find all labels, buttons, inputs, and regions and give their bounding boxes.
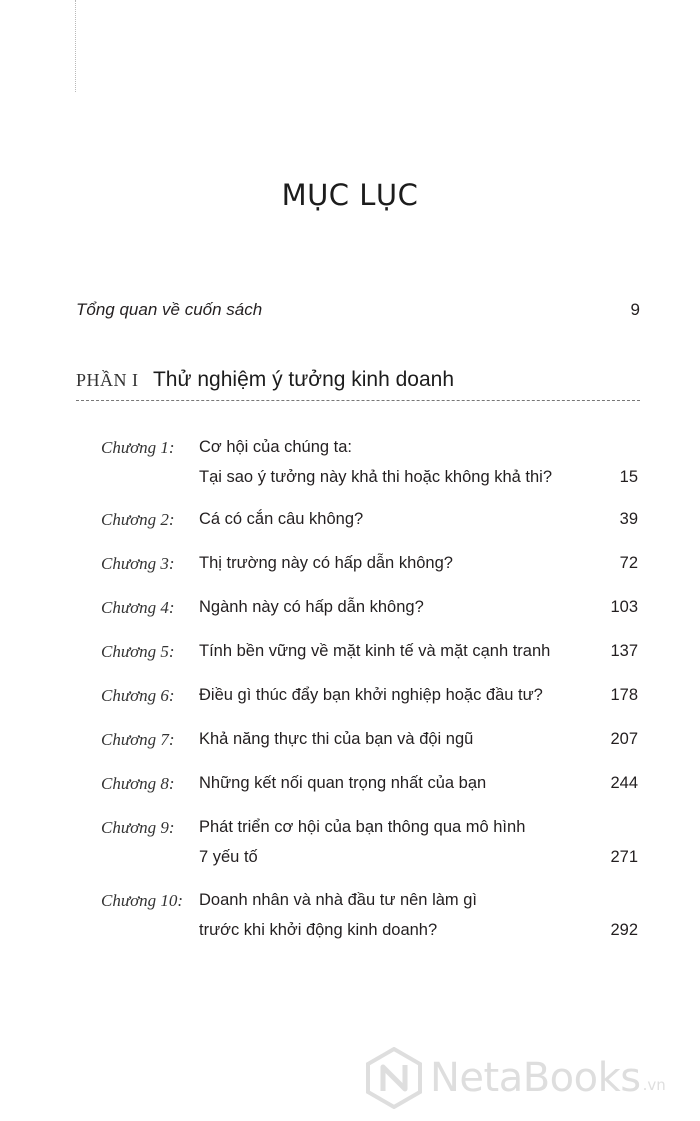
chapter-title-continued: Tại sao ý tưởng này khả thi hoặc không khả thi? bbox=[199, 468, 552, 486]
chapter-label: Chương 4: bbox=[101, 598, 175, 617]
chapter-entry[interactable] bbox=[0, 598, 700, 630]
chapter-page-number: 207 bbox=[610, 730, 638, 748]
chapter-title: Doanh nhân và nhà đầu tư nên làm gì bbox=[199, 891, 477, 909]
chapter-page-number: 271 bbox=[610, 848, 638, 866]
n-logo-icon bbox=[364, 1047, 424, 1109]
part-label: PHẦN I bbox=[76, 370, 139, 390]
watermark-brand: NetaBooks bbox=[430, 1055, 641, 1101]
chapter-title: Cơ hội của chúng ta: bbox=[199, 438, 352, 456]
chapter-page-number: 137 bbox=[610, 642, 638, 660]
chapter-page-number: 292 bbox=[610, 921, 638, 939]
chapter-entry[interactable] bbox=[0, 686, 700, 718]
chapter-title: Cá có cắn câu không? bbox=[199, 510, 364, 528]
chapter-entry[interactable] bbox=[0, 891, 700, 939]
watermark bbox=[364, 1047, 694, 1109]
chapter-entry[interactable] bbox=[0, 510, 700, 542]
chapter-title: Thị trường này có hấp dẫn không? bbox=[199, 554, 453, 572]
chapter-title-continued: trước khi khởi động kinh doanh? bbox=[199, 921, 438, 939]
chapter-title: Khả năng thực thi của bạn và đội ngũ bbox=[199, 730, 474, 748]
toc-title: MỤC LỤC bbox=[281, 178, 419, 212]
chapter-label: Chương 10: bbox=[101, 891, 184, 910]
part-title: Thử nghiệm ý tưởng kinh doanh bbox=[152, 368, 455, 391]
chapter-label: Chương 2: bbox=[101, 510, 175, 529]
chapter-title: Tính bền vững về mặt kinh tế và mặt cạnh tranh bbox=[199, 642, 551, 660]
chapter-entry[interactable] bbox=[0, 774, 700, 806]
chapter-title: Ngành này có hấp dẫn không? bbox=[199, 598, 424, 616]
chapter-title: Những kết nối quan trọng nhất của bạn bbox=[199, 774, 487, 792]
chapter-label: Chương 8: bbox=[101, 774, 175, 793]
chapter-page-number: 103 bbox=[610, 598, 638, 616]
chapter-label: Chương 5: bbox=[101, 642, 175, 661]
overview-page-number: 9 bbox=[630, 300, 640, 319]
chapter-page-number: 72 bbox=[619, 554, 638, 572]
chapter-label: Chương 3: bbox=[101, 554, 175, 573]
chapter-title-continued: 7 yếu tố bbox=[199, 848, 258, 866]
chapter-entry[interactable] bbox=[0, 642, 700, 674]
chapter-page-number: 39 bbox=[619, 510, 638, 528]
watermark-suffix: .vn bbox=[642, 1076, 666, 1094]
chapter-entry[interactable] bbox=[0, 554, 700, 586]
chapter-label: Chương 1: bbox=[101, 438, 175, 457]
chapter-title: Phát triển cơ hội của bạn thông qua mô hình bbox=[199, 818, 526, 836]
chapter-page-number: 178 bbox=[610, 686, 638, 704]
overview-label: Tổng quan về cuốn sách bbox=[76, 300, 263, 319]
chapter-label: Chương 6: bbox=[101, 686, 175, 705]
chapter-label: Chương 9: bbox=[101, 818, 175, 837]
chapter-page-number: 244 bbox=[610, 774, 638, 792]
chapter-entry[interactable] bbox=[0, 818, 700, 866]
chapter-page-number: 15 bbox=[619, 468, 638, 486]
chapter-title: Điều gì thúc đẩy bạn khởi nghiệp hoặc đầu tư? bbox=[199, 686, 543, 704]
chapter-entry[interactable] bbox=[0, 730, 700, 762]
chapter-label: Chương 7: bbox=[101, 730, 175, 749]
chapter-entry[interactable] bbox=[0, 438, 700, 486]
